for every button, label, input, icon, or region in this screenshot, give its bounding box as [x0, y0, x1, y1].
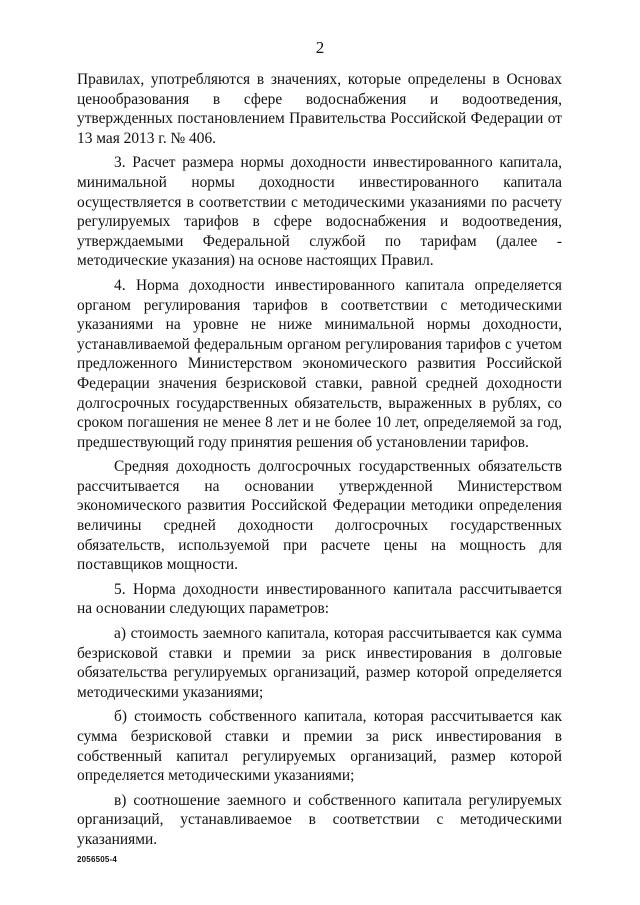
document-code: 2056505-4: [77, 855, 118, 864]
page-number: 2: [315, 38, 325, 57]
paragraph-item-3: 3. Расчет размера нормы доходности инвестированного капитала, минимальной нормы доходности инвестированного капитала осуществляется в соответствии с методическими указаниями по расчету регулируемых тарифов в сфере водоснабжения и водоотведения, утверждаемыми Федеральной службой по тарифам (далее - методические указания) на основе настоящих Правил.: [77, 154, 562, 270]
paragraph-item-5c: в) соотношение заемного и собственного капитала регулируемых организаций, устанавливаемое в соответствии с методическими указаниями.: [77, 791, 562, 848]
paragraph-item-5a: а) стоимость заемного капитала, которая рассчитывается как сумма безрисковой ставки и премии за риск инвестирования в долговые обязательства регулируемых организаций, размер которой определяется методическими указаниями;: [77, 625, 562, 701]
paragraph-item-4: 4. Норма доходности инвестированного капитала определяется органом регулирования тарифов в соответствии с методическими указаниями на уровне не ниже минимальной нормы доходности, устанавливаемой федеральным органом регулирования тарифов с учетом предложенного Министерством экономического развития Российской Федерации значения безрисковой ставки, равной средней доходности долгосрочных государственных обязательств, выраженных в рублях, со сроком погашения не менее 8 лет и не более 10 лет, определяемой за год, предшествующий году принятия решения об установлении тарифов.: [77, 276, 562, 451]
paragraph-average-yield: Средняя доходность долгосрочных государственных обязательств рассчитывается на основании утвержденной Министерством экономического развития Российской Федерации методики определения величины средней доходности долгосрочных государственных обязательств, используемой при расчете цены на мощность для поставщиков мощности.: [77, 458, 562, 574]
document-body: [77, 70, 562, 855]
paragraph-item-5b: б) стоимость собственного капитала, которая рассчитывается как сумма безрисковой ставки и премии за риск инвестирования в собственный капитал регулируемых организаций, размер которой определяется методическими указаниями;: [77, 708, 562, 785]
paragraph-item-5: 5. Норма доходности инвестированного капитала рассчитывается на основании следующих параметров:: [77, 580, 562, 618]
paragraph-continuation: Правилах, употребляются в значениях, которые определены в Основах ценообразования в сфере водоснабжения и водоотведения, утвержденных постановлением Правительства Российской Федерации от 13 мая 2013 г. № 406.: [77, 71, 562, 147]
